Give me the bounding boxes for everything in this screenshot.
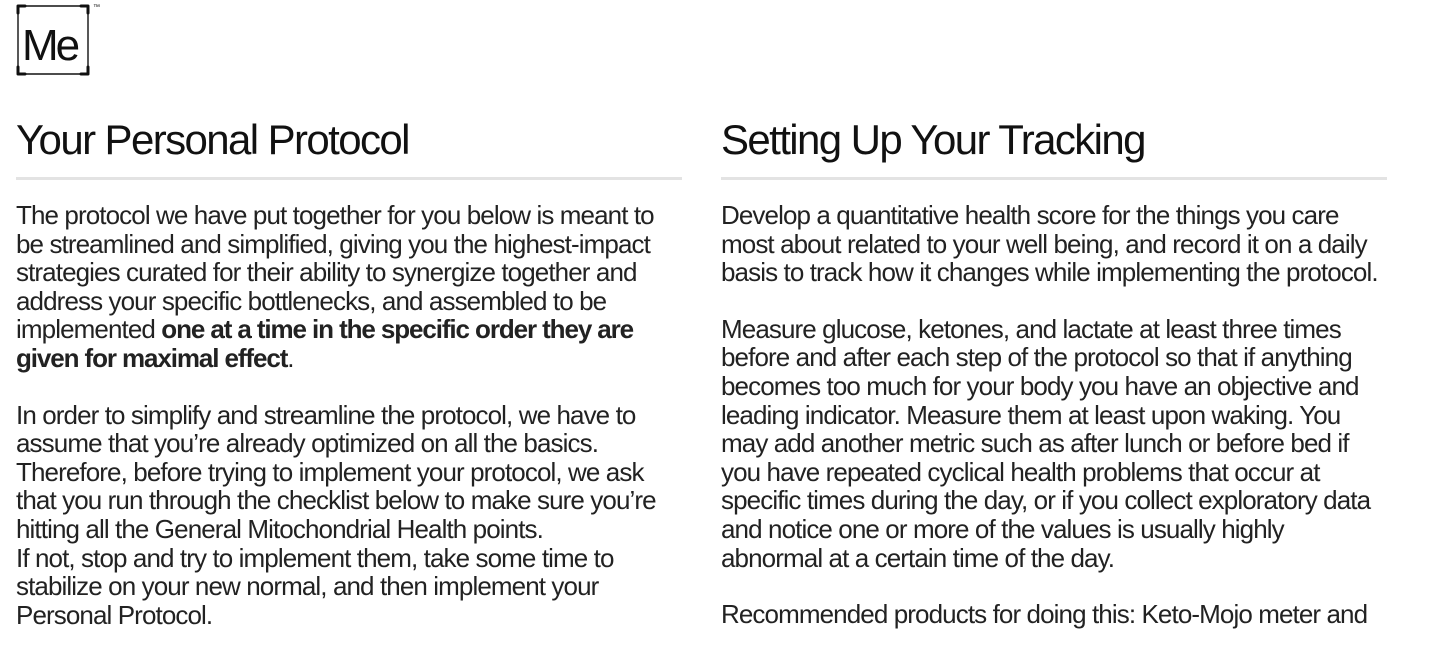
basics-text: In order to simplify and streamline the protocol, we have to assume that you’re already optimized on all the basics. Therefore, before trying to implement your protocol, we ask that you run through the checklist below to make sure you’re hitting all the General Mitochondrial Health points. (16, 399, 656, 544)
protocol-intro-end: . (287, 342, 294, 373)
protocol-intro-paragraph (16, 201, 682, 373)
protocol-intro-text: The protocol we have put together for you below is meant to be streamlined and simplified, giving you the highest-impact strategies curated for their ability to synergize together and address your specific bottlenecks, and assembled to be implemented (16, 200, 654, 345)
personal-protocol-heading: Your Personal Protocol (16, 116, 409, 163)
logo-text: Me (22, 21, 78, 70)
tracking-heading: Setting Up Your Tracking (721, 116, 1145, 163)
section-divider (16, 177, 682, 180)
health-score-paragraph: Develop a quantitative health score for the things you care most about related to your well being, and record it on a daily basis to track how it changes while implementing the protocol. (721, 200, 1378, 288)
logo-trademark: ™ (93, 4, 100, 11)
tracking-section (721, 112, 1387, 657)
section-divider (721, 177, 1387, 180)
personal-protocol-section (16, 112, 682, 629)
basics-paragraph (16, 401, 682, 630)
measurement-paragraph: Measure glucose, ketones, and lactate at least three times before and after each step of the protocol so that if anything becomes too much for your body you have an objective and leading indicator. Measure them at least upon waking. You may add another metric such as after lunch or before bed if you have repeated cyclical health problems that occur at specific times during the day, or if you collect exploratory data and notice one or more of the values is usually highly abnormal at a certain time of the day. (721, 313, 1371, 573)
stabilize-text: If not, stop and try to implement them, take some time to stabilize on your new normal, and then implement your Personal Protocol. (16, 542, 614, 630)
brand-logo (16, 4, 100, 76)
recommended-products-paragraph: Recommended products for doing this: Keto-Mojo meter and (721, 599, 1368, 630)
protocol-intro-emphasis: one at a time in the specific order they are given for maximal effect (16, 314, 634, 373)
